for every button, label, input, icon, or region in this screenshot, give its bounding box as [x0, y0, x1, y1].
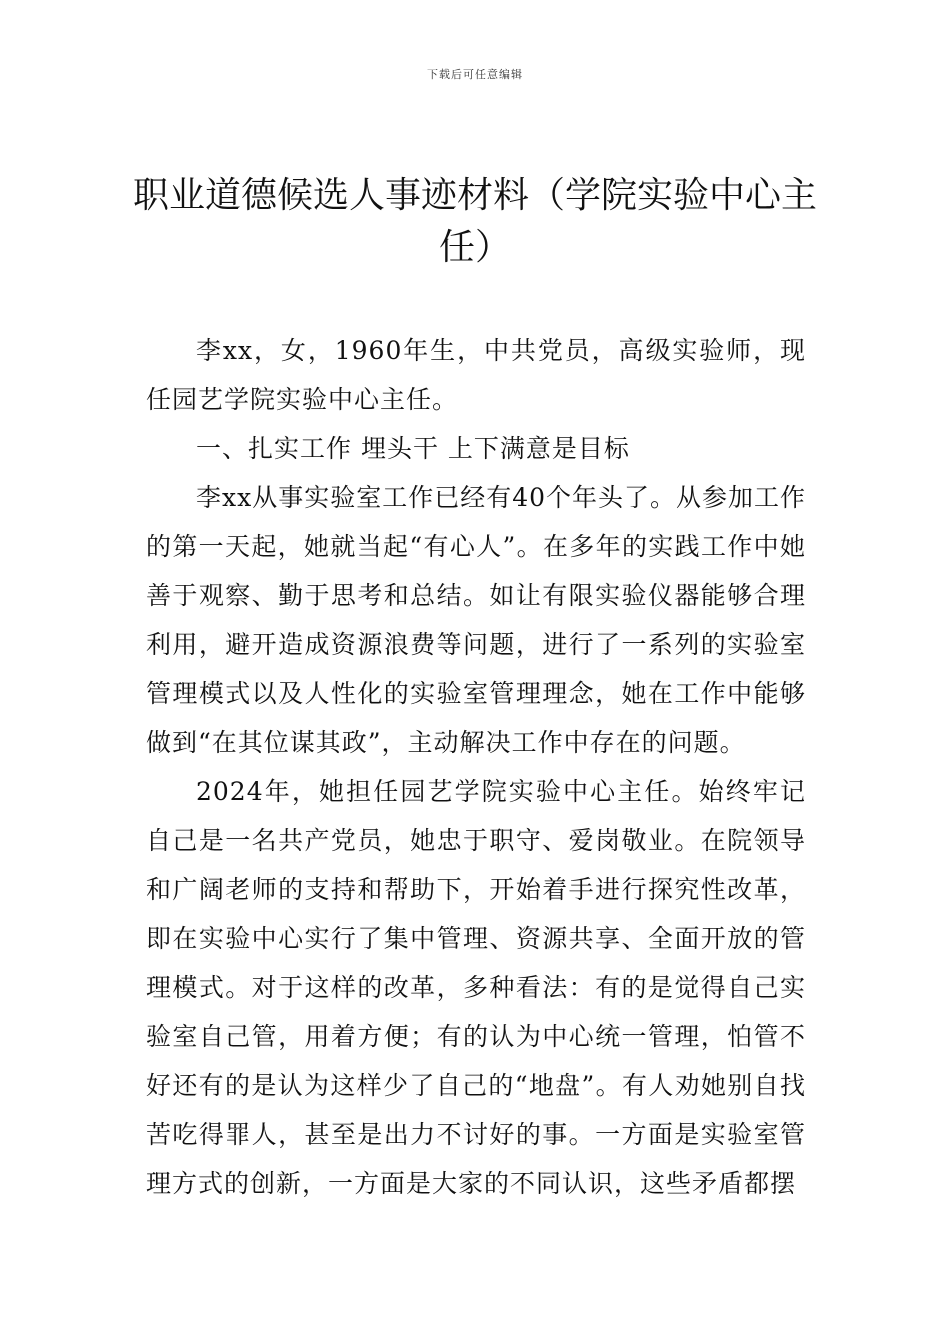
- paragraph-reform: 2024年，她担任园艺学院实验中心主任。始终牢记自己是一名共产党员，她忠于职守、爱岗敬业。在院领导和广阔老师的支持和帮助下，开始着手进行探究性改革，即在实验中心实行了集中管理、资源共享、全面开放的管理模式。对于这样的改革，多种看法：有的是觉得自己实验室自己管，用着方便；有的认为中心统一管理，怕管不好还有的是认为这样少了自己的“地盘”。有人劝她别自找苦吃得罪人，甚至是出力不讨好的事。一方面是实验室管理方式的创新，一方面是大家的不同认识，这些矛盾都摆: [146, 777, 806, 1198]
- header-note: 下载后可任意编辑: [427, 68, 523, 81]
- document-body: [146, 326, 806, 1208]
- paragraph-career: 李xx从事实验室工作已经有40个年头了。从参加工作的第一天起，她就当起“有心人”。在多年的实践工作中她善于观察、勤于思考和总结。如让有限实验仪器能够合理利用，避开造成资源浪费等问题，进行了一系列的实验室管理模式以及人性化的实验室管理理念，她在工作中能够做到“在其位谋其政”，主动解决工作中存在的问题。: [146, 483, 807, 757]
- paragraph-intro: 李xx，女，1960年生，中共党员，高级实验师，现任园艺学院实验中心主任。: [146, 336, 806, 414]
- section-heading: 一、扎实工作 埋头干 上下满意是目标: [196, 434, 630, 463]
- document-title: 职业道德候选人事迹材料（学院实验中心主任）: [132, 175, 817, 268]
